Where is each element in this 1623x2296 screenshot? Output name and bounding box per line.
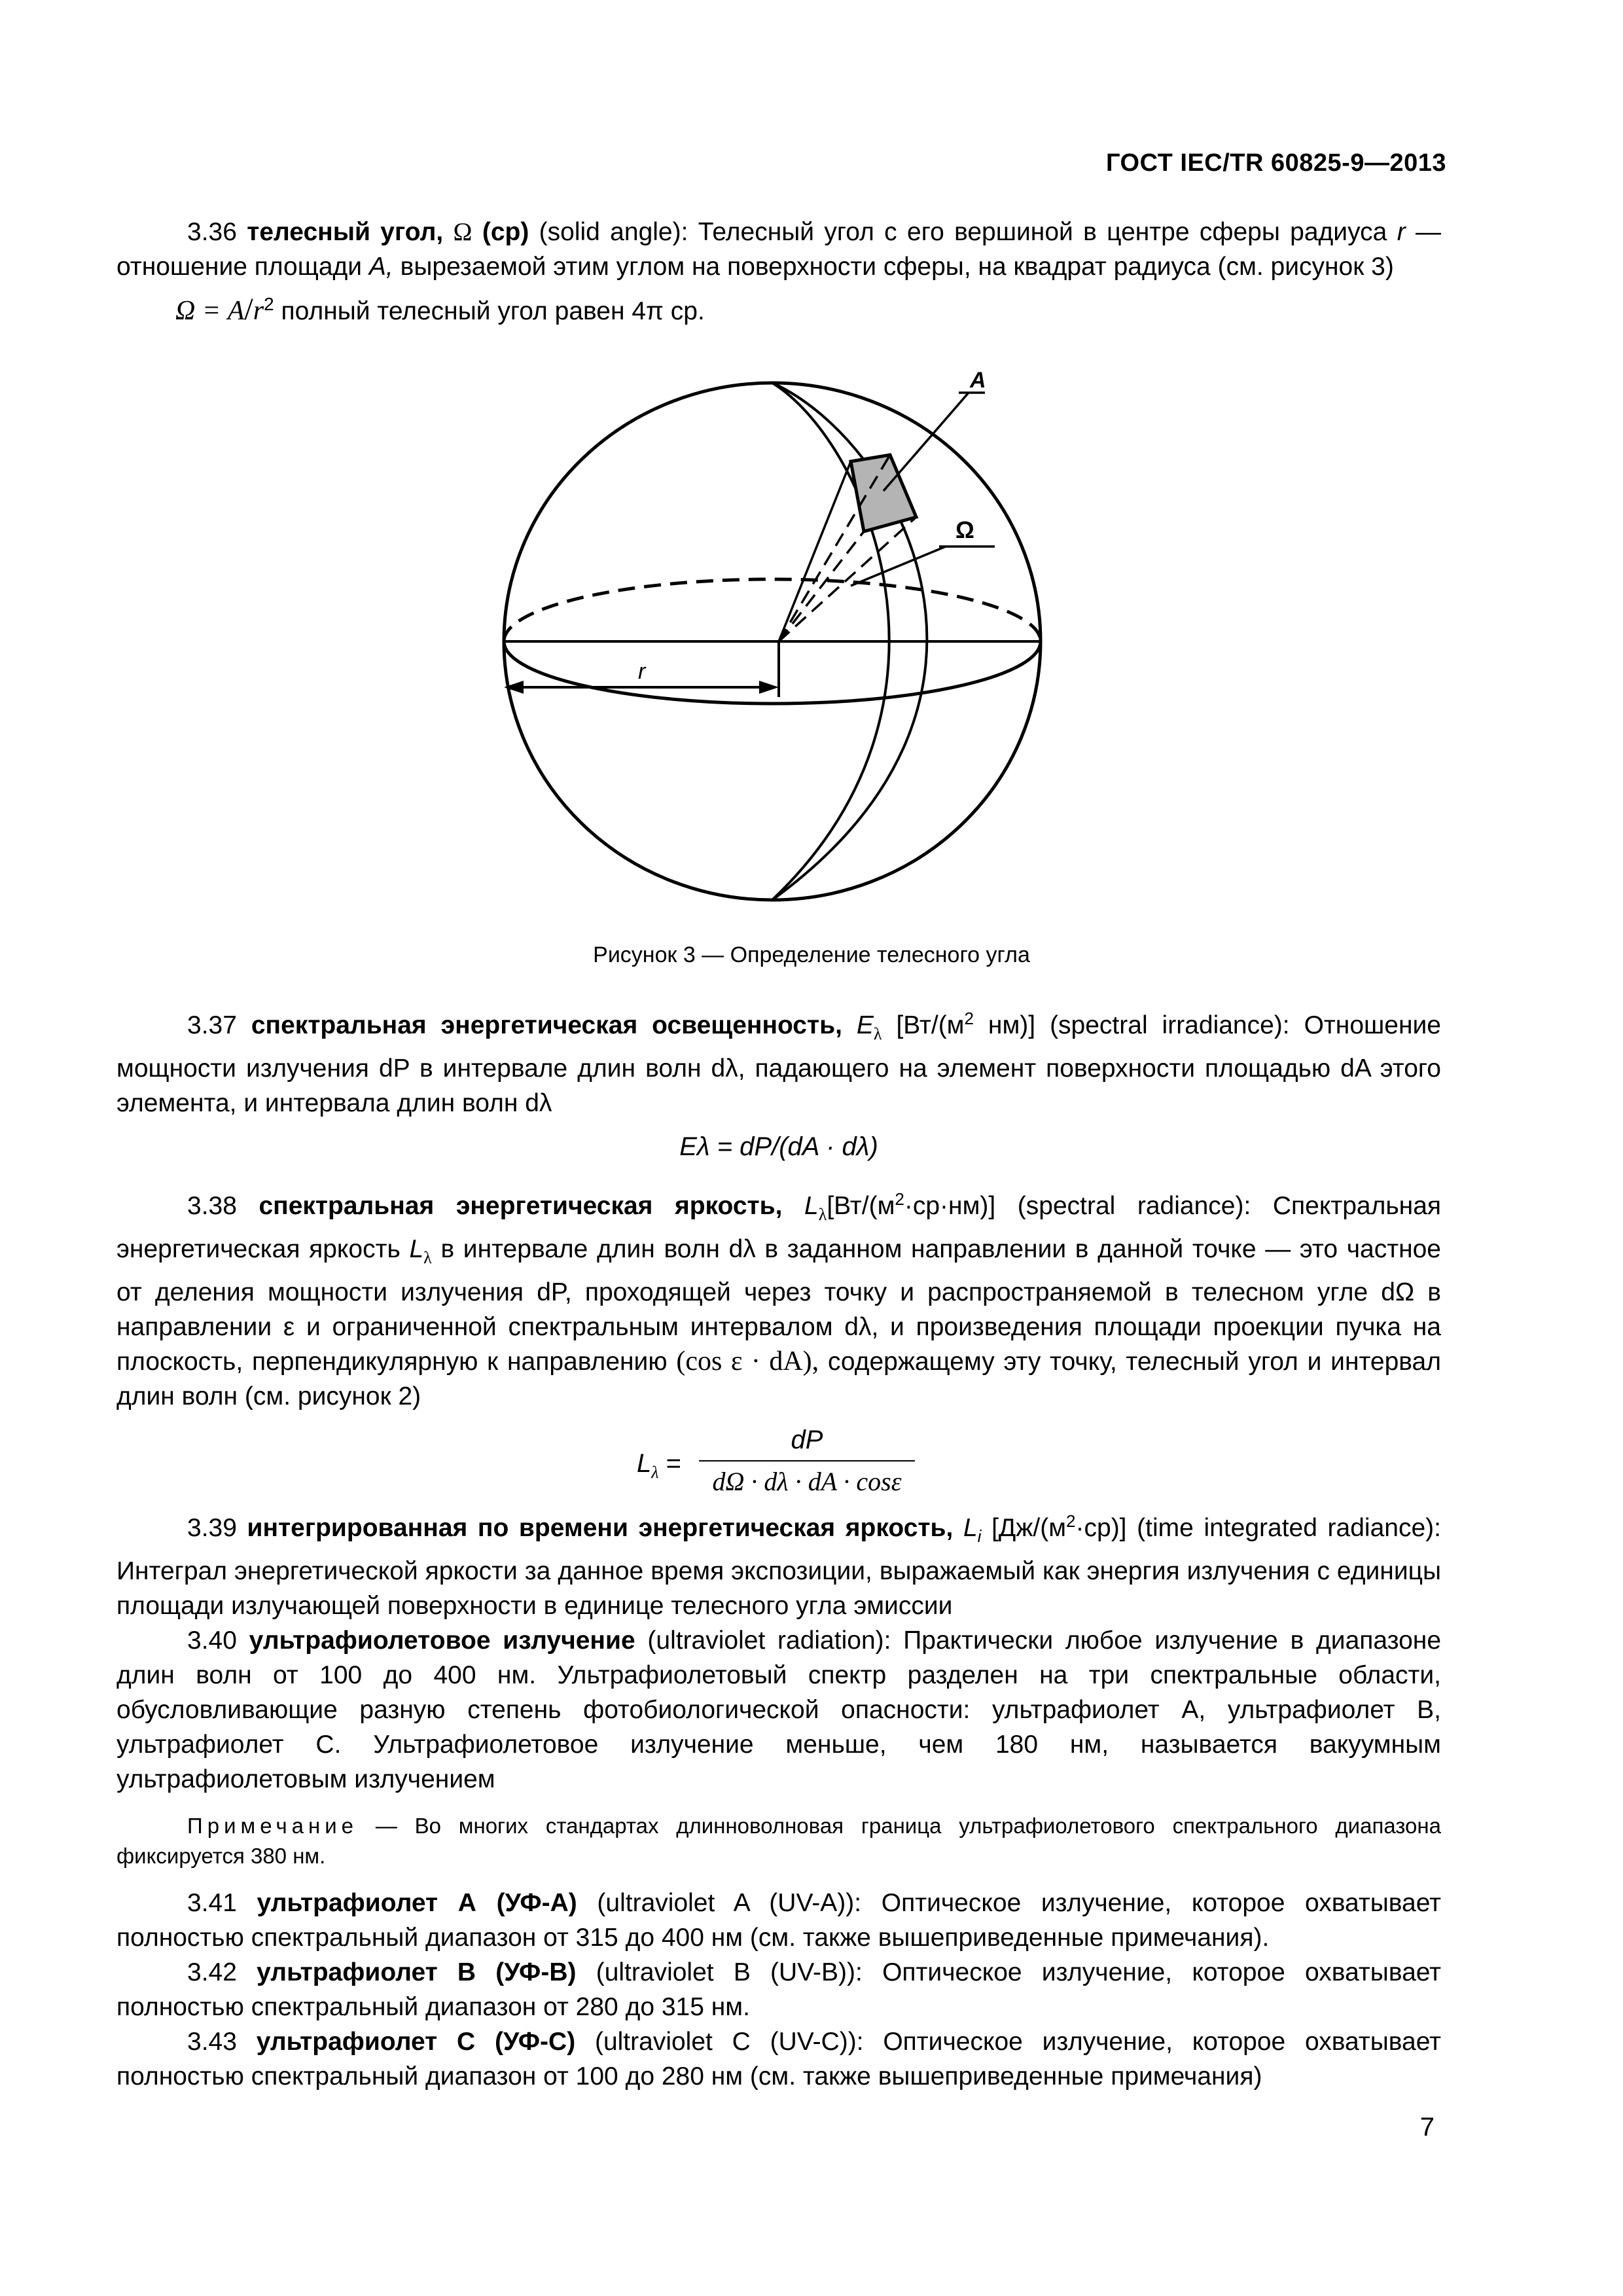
term: ультрафиолет А (УФ-А) <box>257 1888 577 1917</box>
equator-back <box>504 579 1041 641</box>
symbol: r <box>1397 218 1406 246</box>
english-term: (solid angle): <box>539 218 688 246</box>
definition-text: Отношение мощности излучения <box>116 1011 1441 1083</box>
definition-3-43 <box>116 2024 1441 2094</box>
label-A: A <box>970 368 986 393</box>
formula-denominator: dΩ · dλ · dA · cosε <box>712 1466 902 1496</box>
formula-slash: / <box>244 292 253 327</box>
page-number: 7 <box>1419 2113 1435 2142</box>
formula-lhs <box>637 1446 681 1490</box>
english-term: (ultraviolet B (UV-B)): <box>596 1958 863 1986</box>
unit: ·ср)] <box>1075 1514 1127 1542</box>
symbol: L <box>409 1234 424 1263</box>
leader-line-omega <box>851 547 946 586</box>
section-number: 3.41 <box>187 1888 237 1917</box>
definition-text: — отношение площади <box>116 218 1442 281</box>
cone-edge <box>779 461 851 641</box>
formula-numerator: dP <box>699 1423 915 1462</box>
term: спектральная энергетическая яркость, <box>259 1192 783 1220</box>
term: телесный угол, <box>247 218 444 246</box>
symbol: Ω <box>453 218 473 246</box>
definition-3-42 <box>116 1955 1441 2024</box>
english-term: (ultraviolet radiation): <box>647 1626 891 1655</box>
formula-text: полный телесный угол равен 4π ср. <box>281 297 705 325</box>
symbol: E <box>856 1011 874 1039</box>
symbol-subscript: λ <box>873 1024 882 1043</box>
definition-3-39 <box>116 1504 1441 1623</box>
formula-subscript: λ <box>651 1462 659 1482</box>
definition-text: Интеграл энергетической яркости за данное время экспозиции, выражаемый как энергия излучения с единицы площади излучающей поверхности в единице телесного угла эмиссии <box>116 1556 1441 1620</box>
section-number: 3.42 <box>187 1958 237 1986</box>
unit: ·ср·нм)] <box>904 1192 996 1220</box>
section-number: 3.38 <box>187 1192 237 1220</box>
english-term: (spectral radiance): <box>1017 1192 1251 1220</box>
definition-text: Оптическое излучение, которое охватывает полностью спектральный диапазон от 100 до 280 нм (см. также вышеприведенные примечания) <box>116 2027 1441 2090</box>
cone-edge-dashed <box>779 517 916 641</box>
formula-symbol: r <box>253 296 264 326</box>
figure-caption: Рисунок 3 — Определение телесного угла <box>593 942 1030 967</box>
section-number: 3.36 <box>187 218 237 246</box>
english-term: (time integrated radiance): <box>1137 1514 1441 1542</box>
symbol: dP <box>378 1054 410 1083</box>
symbol-subscript: λ <box>818 1204 827 1224</box>
definition-text: Спектральная энергетическая яркость <box>116 1192 1442 1263</box>
symbol: L <box>804 1192 819 1220</box>
english-term: (ultraviolet C (UV-C)): <box>594 2027 864 2056</box>
solid-angle-figure <box>497 360 1152 916</box>
formula-fraction <box>699 1423 915 1499</box>
cone-edge-dashed <box>779 455 890 641</box>
symbol-subscript: i <box>977 1526 982 1546</box>
english-term: (ultraviolet A (UV-A)): <box>597 1888 862 1917</box>
formula-expression: Ω = A <box>175 296 245 326</box>
note-text: — Во многих стандартах длинноволновая граница ультрафиолетового спектрального диапазона фиксируется 380 нм. <box>116 1813 1441 1868</box>
term: спектральная энергетическая освещенность, <box>251 1011 842 1039</box>
definition-text: в интервале длин волн dλ, падающего на элемент поверхности площадью <box>419 1054 1331 1083</box>
standard-header: ГОСТ IEC/TR 60825-9—2013 <box>1106 149 1446 177</box>
formula-3-37: Eλ = dP/(dA · dλ) <box>679 1132 878 1161</box>
unit: [Вт/(м <box>827 1192 895 1220</box>
formula-equals: = <box>666 1448 681 1478</box>
unit-exponent: 2 <box>964 1009 974 1028</box>
unit: нм)] <box>988 1011 1036 1039</box>
symbol: A, <box>368 253 393 281</box>
formula-inline: (cos ε · dA), <box>676 1346 819 1376</box>
formula-3-38 <box>116 1423 1441 1508</box>
section-number: 3.40 <box>187 1626 237 1655</box>
equator-front <box>504 641 1041 704</box>
term: ультрафиолет С (УФ-С) <box>256 2027 576 2056</box>
definition-3-36 <box>116 215 1441 284</box>
section-3-39-to-3-43 <box>116 1504 1441 2094</box>
formula-exponent: 2 <box>264 294 274 314</box>
formula-3-36 <box>116 287 1441 329</box>
section-3-36 <box>116 215 1441 329</box>
unit-exponent: 2 <box>1066 1511 1076 1531</box>
term: ультрафиолетовое излучение <box>249 1626 635 1655</box>
formula-symbol: L <box>637 1448 652 1478</box>
symbol-subscript: λ <box>423 1247 432 1267</box>
section-number: 3.37 <box>187 1011 237 1039</box>
definition-3-38 <box>116 1182 1441 1414</box>
label-r: r <box>638 659 646 684</box>
definition-text: в интервале длин волн dλ в заданном направлении в данной точке — это частное от деления мощности излучения dP, проходящей через точку и распространяемой в телесном угле dΩ в направлении ε и ограниченной спектральным интервалом dλ, и произведения площади проекции пучка на плоскость, перпендикулярную к направлению <box>116 1234 1441 1376</box>
definition-text: содержащему эту точку, телесный угол и интервал длин волн (см. рисунок 2) <box>116 1347 1442 1410</box>
term: ультрафиолет B (УФ-B) <box>257 1958 577 1986</box>
arrowhead-right <box>759 681 779 694</box>
definition-text: Практически любое излучение в диапазоне длин волн от 100 до 400 нм. Ультрафиолетовый спектр разделен на три спектральные области, обусловливающие разную степень фотобиологической опасности: ультрафиолет A, ультрафиолет B, ультрафиолет C. Ультрафиолетовое излучение меньше, чем 180 нм, называется вакуумным ультрафиолетовым излучением <box>116 1626 1442 1793</box>
note <box>116 1811 1441 1871</box>
section-3-37 <box>116 1001 1441 1174</box>
symbol: L <box>963 1514 978 1542</box>
definition-text: Оптическое излучение, которое охватывает полностью спектральный диапазон от 280 до 315 нм. <box>116 1958 1442 2021</box>
unit: (ср) <box>482 218 529 246</box>
section-number: 3.43 <box>187 2027 237 2056</box>
leader-line-A <box>883 393 969 491</box>
definition-3-40 <box>116 1623 1441 1797</box>
note-label: Примечание <box>187 1813 359 1838</box>
label-omega: Ω <box>955 516 974 543</box>
term: интегрированная по времени энергетическая яркость, <box>247 1514 954 1542</box>
unit: [Вт/(м <box>896 1011 965 1039</box>
definition-text: этого элемента, и интервала длин волн dλ <box>116 1054 1441 1117</box>
definition-3-37 <box>116 1001 1441 1121</box>
unit-exponent: 2 <box>895 1189 904 1209</box>
section-3-38 <box>116 1182 1441 1508</box>
definition-3-41 <box>116 1886 1441 1955</box>
symbol: dA <box>1340 1054 1370 1083</box>
definition-text: Телесный угол с его вершиной в центре сферы радиуса <box>698 218 1387 246</box>
section-number: 3.39 <box>187 1514 237 1542</box>
definition-text: Оптическое излучение, которое охватывает полностью спектральный диапазон от 315 до 400 нм (см. также вышеприведенные примечания). <box>116 1888 1442 1952</box>
definition-text: вырезаемой этим углом на поверхности сферы, на квадрат радиуса (см. рисунок 3) <box>400 253 1394 281</box>
unit: [Дж/(м <box>991 1514 1067 1542</box>
english-term: (spectral irradiance): <box>1050 1011 1290 1039</box>
